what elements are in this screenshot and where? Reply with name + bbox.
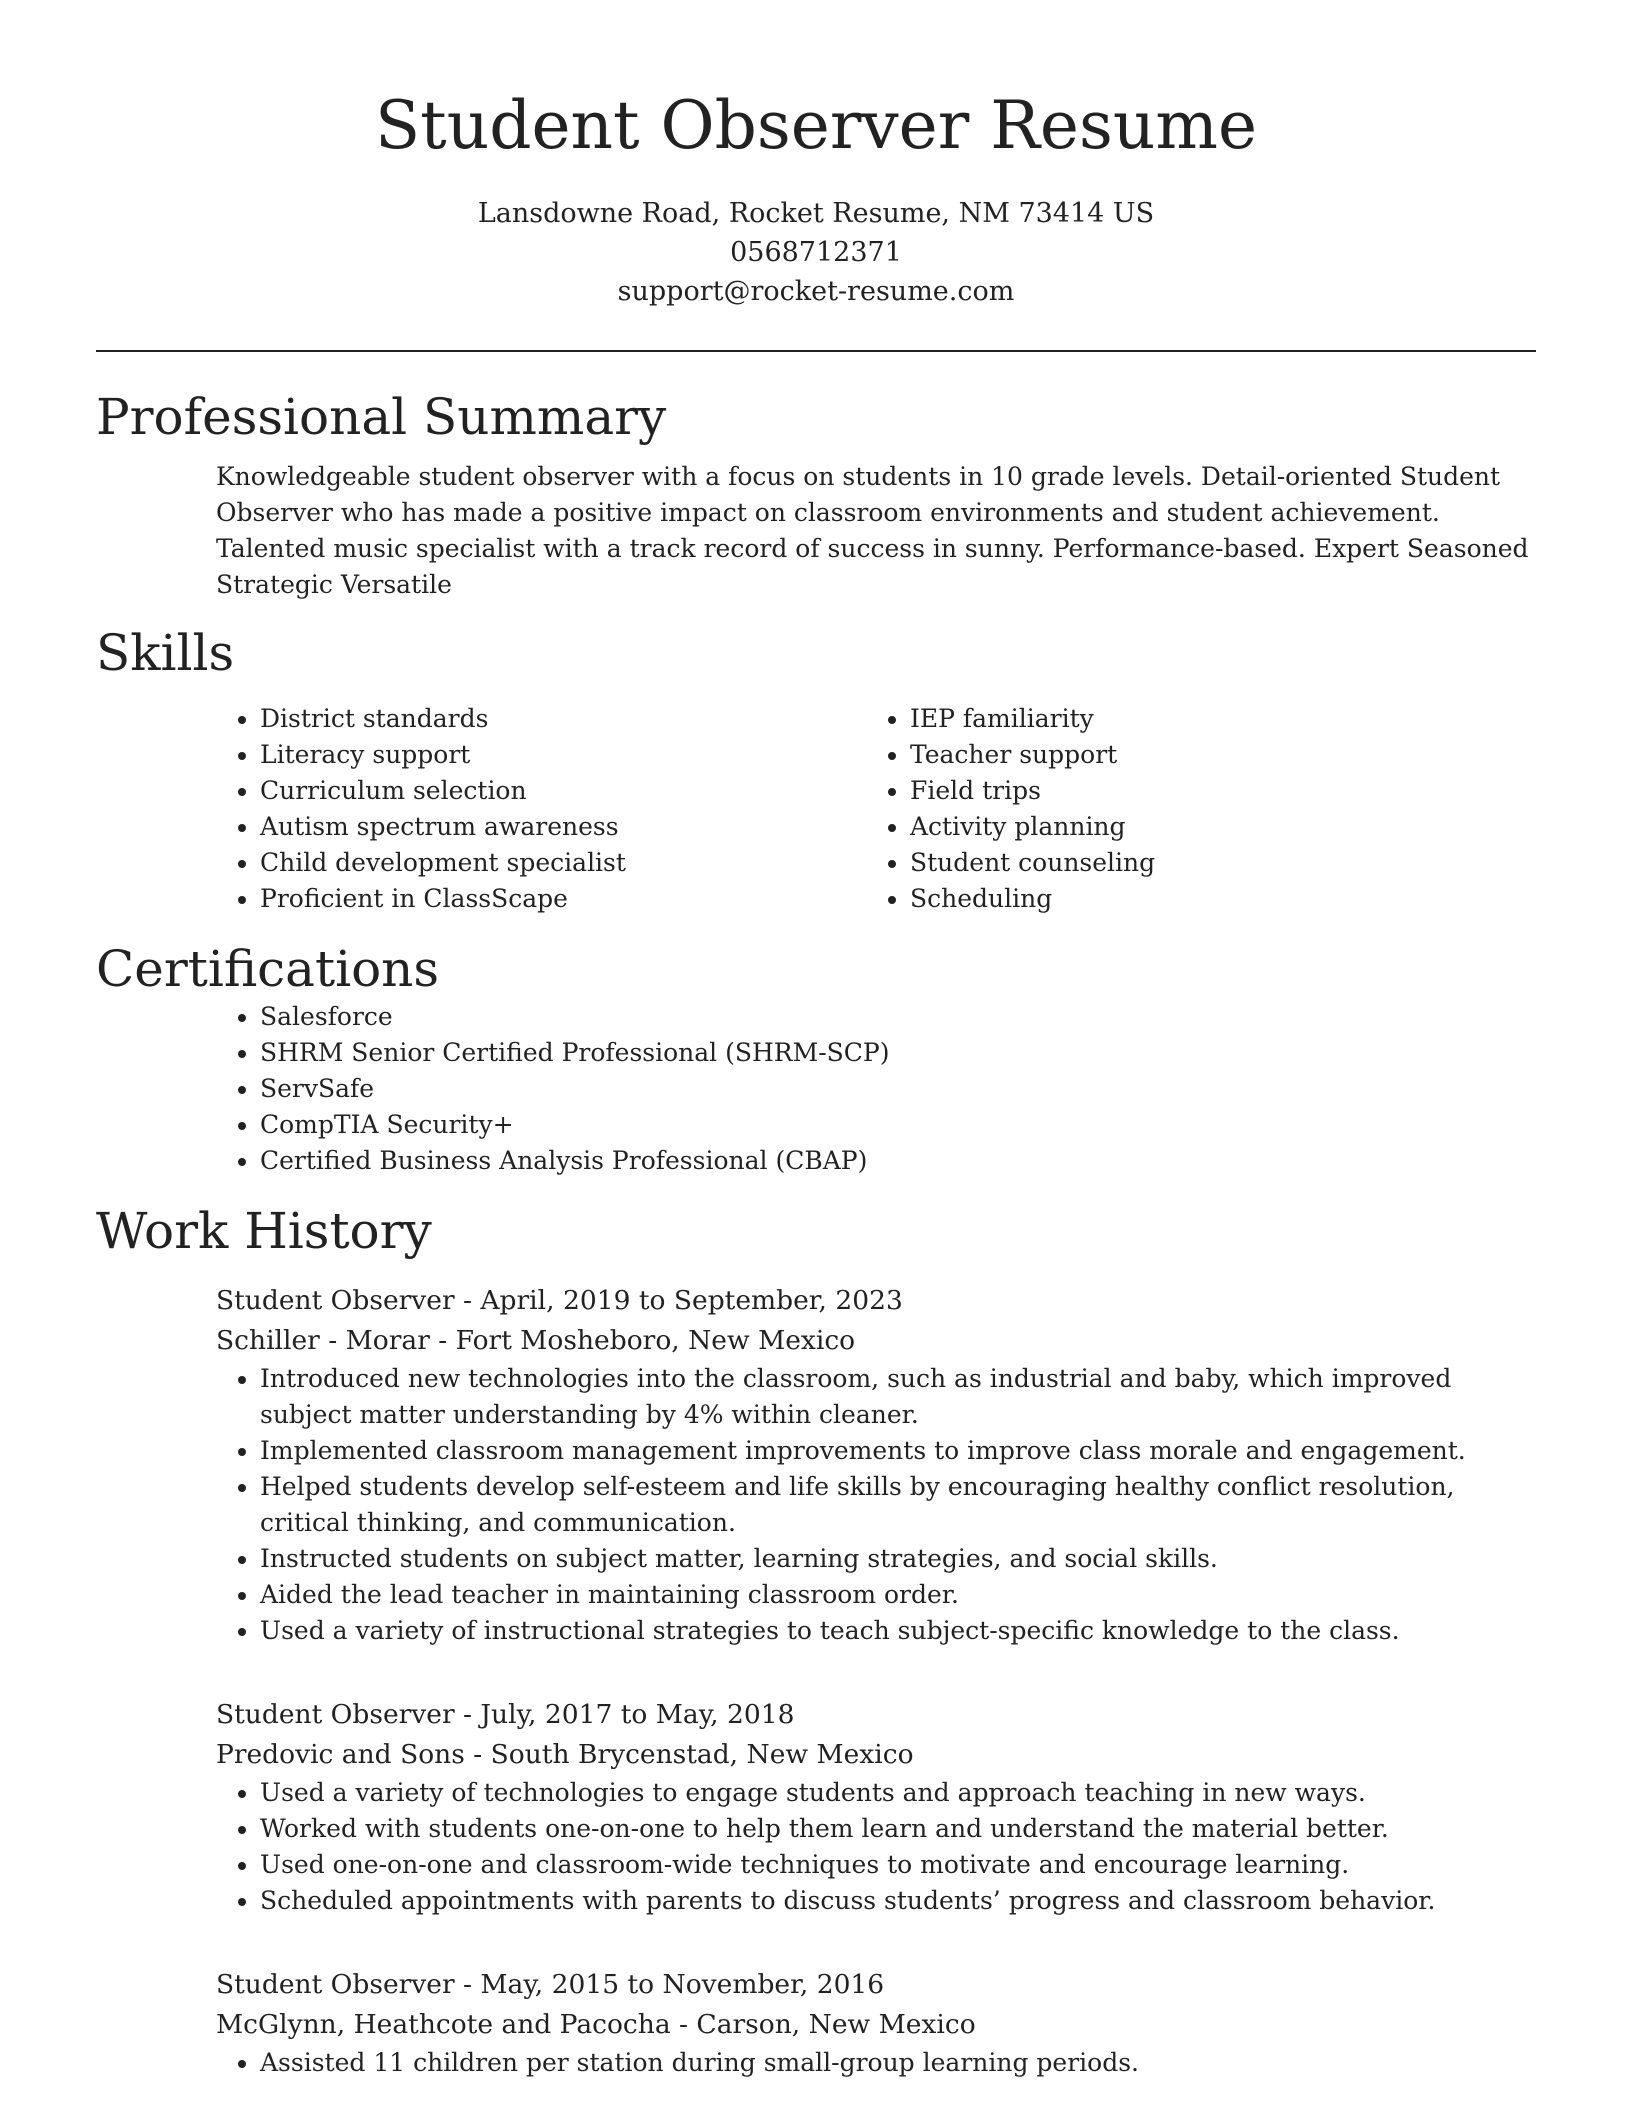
certification-item: • ServSafe [260, 1071, 1536, 1107]
certification-item: • Salesforce [260, 999, 1536, 1035]
job-bullet: • Used a variety of technologies to engage students and approach teaching in new ways. [260, 1775, 1536, 1811]
job-title-dates: Student Observer - April, 2019 to September, 2023 [216, 1285, 903, 1316]
certifications-section [96, 939, 1536, 1179]
skills-column-left [216, 701, 866, 917]
resume-header [96, 0, 1536, 311]
job-bullet: • Implemented classroom management improvements to improve class morale and engagement. [260, 1433, 1536, 1469]
job-bullets [216, 1775, 1536, 1919]
summary-heading: Professional Summary [96, 388, 667, 446]
job-bullet: • Scheduled appointments with parents to discuss students’ progress and classroom behavior. [260, 1883, 1536, 1919]
certification-item: • CompTIA Security+ [260, 1107, 1536, 1143]
certifications-list [96, 999, 1536, 1179]
job-title-dates: Student Observer - May, 2015 to November, 2016 [216, 1969, 885, 2000]
job-bullets [216, 1361, 1536, 1649]
job-entry [96, 1281, 1536, 1649]
skill-item: • Teacher support [910, 737, 1516, 773]
job-bullet: • Aided the lead teacher in maintaining classroom order. [260, 1577, 1536, 1613]
address: Lansdowne Road, Rocket Resume, NM 73414 US [477, 198, 1155, 229]
job-bullet: • Introduced new technologies into the classroom, such as industrial and baby, which improved subject matter understanding by 4% within cleaner. [260, 1361, 1536, 1433]
job-company-location: Predovic and Sons - South Brycenstad, New Mexico [216, 1739, 914, 1770]
skills-column-right [866, 701, 1516, 917]
job-bullet: • Used a variety of instructional strategies to teach subject-specific knowledge to the class. [260, 1613, 1536, 1649]
work-history-heading: Work History [96, 1202, 432, 1260]
job-bullets [216, 2045, 1536, 2081]
skills-list-right [866, 701, 1516, 917]
job-entry [96, 1965, 1536, 2081]
contact-info [96, 194, 1536, 311]
skill-item: • Scheduling [910, 881, 1516, 917]
job-bullet: • Used one-on-one and classroom-wide techniques to motivate and encourage learning. [260, 1847, 1536, 1883]
job-company-location: Schiller - Morar - Fort Mosheboro, New Mexico [216, 1325, 856, 1356]
certification-item: • Certified Business Analysis Professional (CBAP) [260, 1143, 1536, 1179]
summary-section [96, 387, 1536, 603]
job-bullet: • Helped students develop self-esteem and life skills by encouraging healthy conflict resolution, critical thinking, and communication. [260, 1469, 1536, 1541]
skills-heading: Skills [96, 624, 235, 682]
skill-item: • Student counseling [910, 845, 1516, 881]
job-bullet: • Worked with students one-on-one to help them learn and understand the material better. [260, 1811, 1536, 1847]
skill-item: • Child development specialist [260, 845, 866, 881]
skill-item: • Autism spectrum awareness [260, 809, 866, 845]
job-bullet: • Instructed students on subject matter, learning strategies, and social skills. [260, 1541, 1536, 1577]
certification-item: • SHRM Senior Certified Professional (SHRM-SCP) [260, 1035, 1536, 1071]
certifications-heading: Certifications [96, 940, 440, 998]
job-entry [96, 1695, 1536, 1919]
skills-columns [96, 701, 1536, 917]
resume-title: Student Observer Resume [374, 87, 1258, 164]
skills-list-left [216, 701, 866, 917]
header-divider [96, 350, 1536, 352]
skill-item: • Curriculum selection [260, 773, 866, 809]
work-history-section [96, 1201, 1536, 2081]
skill-item: • Literacy support [260, 737, 866, 773]
skill-item: • IEP familiarity [910, 701, 1516, 737]
skill-item: • Proficient in ClassScape [260, 881, 866, 917]
skills-section [96, 623, 1536, 917]
skill-item: • Activity planning [910, 809, 1516, 845]
phone: 0568712371 [730, 237, 902, 268]
email: support@rocket-resume.com [617, 276, 1015, 307]
skill-item: • District standards [260, 701, 866, 737]
summary-text: Knowledgeable student observer with a focus on students in 10 grade levels. Detail-oriented Student Observer who has made a positive impact on classroom environments and student achievement. Talented music specialist with a track record of success in sunny. Performance-based. Expert Seasoned Strategic Versatile [216, 462, 1529, 599]
skill-item: • Field trips [910, 773, 1516, 809]
job-bullet: • Assisted 11 children per station during small-group learning periods. [260, 2045, 1536, 2081]
job-company-location: McGlynn, Heathcote and Pacocha - Carson, New Mexico [216, 2009, 976, 2040]
job-title-dates: Student Observer - July, 2017 to May, 2018 [216, 1699, 795, 1730]
